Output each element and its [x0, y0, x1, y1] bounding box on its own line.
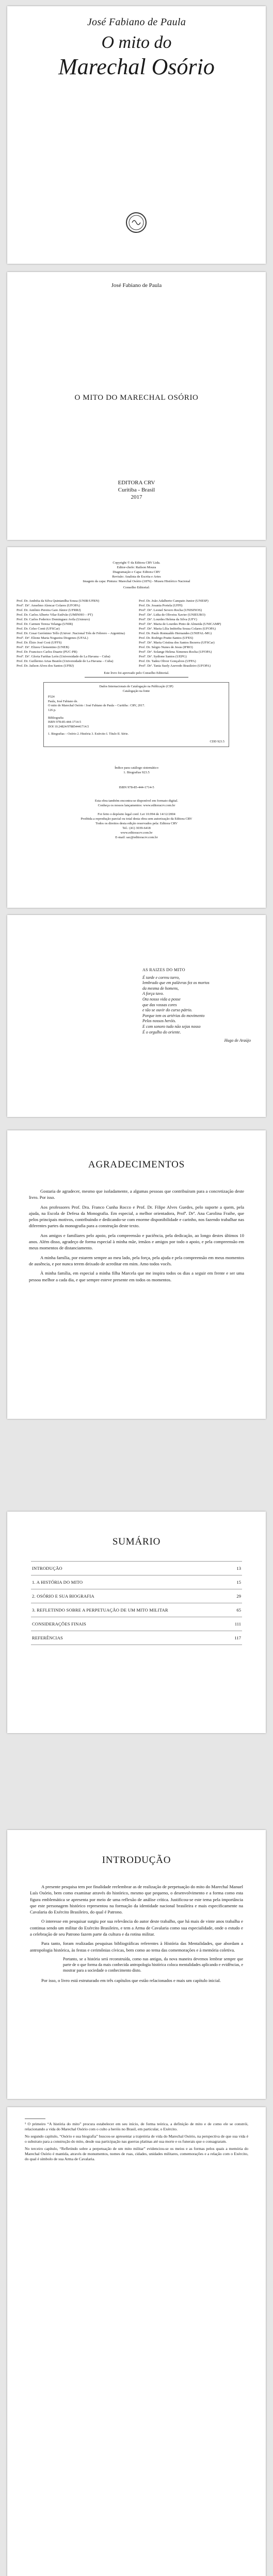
introduction-page	[7, 1830, 266, 2099]
council-member: Prof. Dr. Josania Portela (UFPI)	[139, 604, 183, 607]
toc-entry-page: 65	[236, 1607, 241, 1613]
footnote-paragraph: No segundo capítulo, “Osório e sua biografia” buscou-se apresentar a trajetória de vida do Marechal Osório, na perspectiva de que sua vida é o substrato para a construção do mito, desde sua participação nas guerras platinas até sua morte e os funerais que o consagraram.	[25, 2133, 248, 2144]
council-member: Prof. Dr. Paulo Romualdo Hernandes (UNIFAL-MG)	[139, 632, 212, 635]
legal-block	[7, 799, 266, 840]
legal-line: Foi feito o depósito legal conf. Lei 10.994 de 14/12/2004	[98, 812, 175, 816]
council-member: Prof. Dr. Carlos Alberto Vilar Estêvão (UMINHO – PT)	[17, 613, 93, 617]
paragraph: A minha família, por estarem sempre ao meu lado, pela força, pela ajuda e pela compreensão em meus momentos de ausência, e por nunca terem deixado de acreditar em mim. Amo todos vocês.	[29, 1255, 244, 1266]
toc-page	[7, 1512, 266, 1733]
poem-signature: Hugo de Araújo	[224, 1038, 251, 1043]
council-member: Prof. Dr. Carmen Tereza Velanga (UNIR)	[17, 622, 73, 626]
toc-entry[interactable]	[31, 1603, 242, 1617]
cip-title: Dados Internacionais de Catalogação na Publicação (CIP)	[99, 685, 173, 688]
toc-entry-page: 15	[236, 1580, 241, 1585]
paragraph: Gostaria de agradecer, mesmo que isoladamente, a algumas pessoas que contribuíram para a concretização deste livro. Por isso.	[29, 1189, 244, 1200]
footnote-paragraph: No terceiro capítulo, “Refletindo sobre a perpetuação de um mito militar” evidenciou-se os meios e as formas pelos quais a memória do Marechal Osório é mantida, através de monumentos, nomes de ruas, cidades, unidades militares, comemorações e a relação com o Exército, do qual é símbolo de sua Arma de Cavalaria.	[25, 2146, 248, 2162]
poem-line: que das vossas cores	[142, 1002, 177, 1007]
dedication-block	[142, 968, 251, 1044]
index-line: 1. Biografias 923.5	[123, 771, 150, 774]
poem-line: E com sonoro tudo não sejas nosso	[142, 1024, 201, 1029]
toc-entry-page: 29	[236, 1594, 241, 1599]
poem-line: da mesma de homens,	[142, 986, 179, 991]
poem-line: e tão se ouvir do curso pátrio.	[142, 1008, 192, 1013]
cip-line: 126 p.	[48, 708, 56, 712]
copyright-line: Revisão: Analista de Escrita e Artes	[112, 575, 161, 579]
toc-entry-label: INTRODUÇÃO	[32, 1566, 62, 1571]
council-member: Profª. Drª. Leonel Severo Rocha (UNISINOS)	[139, 608, 202, 612]
poem-line: Ota nosso vida a posse	[142, 996, 181, 1002]
council-column-left	[17, 599, 134, 668]
toc-entry-label: REFERÊNCIAS	[32, 1635, 63, 1640]
continuation-page	[7, 2107, 266, 2576]
paragraph: O interesse em pesquisar surgiu por sua relevância do autor deste trabalho, que há mais de vinte anos trabalha e continua sendo um militar do Exército Brasileiro, e tem a Arma de Cavalaria como sua especialidade, onde o estudo e a celebração de seu Patrono fazem parte da cultura e da rotina militar.	[30, 1919, 243, 1937]
legal-line: www.editoracrv.com.br	[120, 831, 153, 835]
cover-title-line1: O mito do	[101, 33, 172, 52]
block-quote: Portanto, se a história será reconstruída, como nas antigas, da nova maneira devemos lembrar sempre que parte de o que forma da mais conhecida antropologia histórica coloca mentalidades aplicando e evidências, e mostrar para a sociedade o conhecimento disto.	[63, 1956, 243, 1973]
toc-entry-label: CONSIDERAÇÕES FINAIS	[32, 1621, 86, 1626]
introduction-heading: INTRODUÇÃO	[102, 1855, 171, 1866]
legal-line: E-mail: sac@editoracrv.com.br	[115, 836, 158, 839]
half-title-author: José Fabiano de Paula	[111, 282, 162, 289]
toc-entry[interactable]	[31, 1589, 242, 1603]
copyright-line: Imagem da capa: Pintura: Marechal Osório (1876) - Museu Histórico Nacional	[83, 580, 190, 583]
cip-box	[43, 682, 229, 747]
paragraph: Aos professores Prof. Dra. Franco Cunha Rocco e Prof. Dr. Filipe Alves Guedes, pelo suporte a quem, pela ajuda, na Escola de Defesa da Monografia. Em especial, a melhor orientadora, Profª. Drª. Ana Carolina Fraihe, que pelos principais motivos, contribuindo e dedicando-se com enorme disponibilidade e carinho, nos fazendo trabalhar nas diferentes partes da monografia para a construção deste texto.	[29, 1204, 244, 1229]
footnote-block	[25, 2122, 248, 2164]
dedication-heading: AS RAIZES DO MITO	[142, 968, 185, 972]
council-member: Prof. Dr. João Adalberto Campato Junior (UNESP)	[139, 599, 208, 603]
council-member: Prof. Dr. Antônio Pereira Gaio Júnior (UFRRJ)	[17, 608, 81, 612]
council-member: Profª. Drª. Maria Lília Imbiriba Sousa Colares (UFOPA)	[139, 627, 216, 631]
toc-entry[interactable]	[31, 1561, 242, 1575]
cip-line: Paula, José Fabiano de.	[48, 699, 78, 703]
copyright-line: Editor-chefe: Railson Moura	[117, 566, 156, 569]
paragraph: À minha família, em especial a minha filha Marcela que me inspira todos os dias a seguir em frente e ser uma pessoa melhor a cada dia, e que sempre esteve presente em todos os momentos.	[29, 1270, 244, 1282]
acknowledgments-heading: AGRADECIMENTOS	[88, 1159, 185, 1170]
toc-entry-page: 13	[236, 1566, 241, 1571]
publisher-name: EDITORA CRV	[118, 480, 155, 486]
copyright-line: Copyright © da Editora CRV Ltda.	[113, 561, 160, 565]
council-member: Profª. Drª. Tania Suely Azevedo Brasileiro (UFOPA)	[139, 664, 211, 668]
council-member: Prof. Dr. Carlos Federico Dominguez Avila (Unieuro)	[17, 618, 90, 621]
publisher-seal-icon	[125, 211, 148, 234]
poem-line: É tarde e correu tarro,	[142, 975, 180, 980]
paragraph: Aos amigos e familiares pelo apoio, pela compreensão e paciência, pela dedicação, ao longo destes últimos 10 anos. Além disso, agradeço de forma especial à minha mãe, irmãos e amigos por todo o apoio, e pela compreensão em meus momentos de distanciamento.	[29, 1232, 244, 1251]
council-member: Prof. Dr. Sérgio Nunes de Jesus (IFRO)	[139, 646, 193, 649]
review-note: Este livro foi aprovado pelo Conselho Editorial.	[104, 671, 169, 675]
poem-line: lembrado que em palávras fez os mortos	[142, 980, 210, 986]
cover-title-line2: Marechal Osório	[58, 54, 215, 79]
copyright-page	[7, 547, 266, 908]
toc-entry[interactable]	[31, 1631, 242, 1645]
council-member: Prof. Dr. Rodrigo Pratte-Santos (UFES)	[139, 636, 194, 640]
legal-line: Conheça os nossos lançamentos: www.editoracrv.com.br	[98, 804, 175, 807]
council-member: Profª. Drª. Maria Cristina dos Santos Bezerra (UFSCar)	[139, 641, 215, 645]
paragraph: Para tanto, foram realizadas pesquisas bibliográficas referentes à História das Mentalidades, que abordam a antropologia histórica, às festas e cerimônias cívicas, bem como ao tema das comemorações e à memória coletiva.	[30, 1941, 243, 1953]
toc-heading: SUMÁRIO	[112, 1536, 161, 1547]
toc-list	[31, 1561, 242, 1645]
copyright-header	[7, 561, 266, 590]
paragraph: A presente pesquisa tem por finalidade reelembrar as de realização de perpetuação do mito do Marechal Manuel Luís Osório, bem como examinar através do histórico, mesmo que pequeno, o desenvolvimento e a forma como esta figura emblemática se apresenta por meio de uma reflexão de análise crítica. Justificou-se este tema pela importância que este personagem histórico representou na formação da identidade nacional brasileira e mais especificamente na Cavalaria do Exército Brasileiro, do qual é Patrono.	[30, 1884, 243, 1915]
footnote-paragraph: ¹ O primeiro “A história do mito” procura estabelecer em seu início, de forma teórica, a definição de mito e de como ele se constrói, relacionando a vida do Marechal Osório com o culto a heróis no Brasil, em particular, o Exército.	[25, 2122, 248, 2132]
acknowledgments-body	[29, 1188, 244, 1286]
council-member: Prof. Dr. Francisco Carlos Duarte (PUC-PR)	[17, 650, 77, 654]
publisher-year: 2017	[131, 494, 142, 500]
council-member: Prof. Dr. Cesar Gerónimo Tello (Univer .Nacional Três de Febrero – Argentina)	[17, 632, 125, 635]
legal-line: Tel.: (41) 3039-6418	[122, 826, 151, 830]
cip-line: CDD 923.5	[210, 739, 224, 743]
toc-entry[interactable]	[31, 1617, 242, 1631]
isbn-line: ISBN 978-85-444-1714-5	[119, 786, 154, 789]
index-block	[7, 766, 266, 775]
cip-line: ISBN 978-85-444-1714-5	[48, 720, 82, 724]
copyright-line: Diagramação e Capa: Editora CRV	[113, 570, 160, 574]
toc-entry-label: 3. REFLETINDO SOBRE A PERPETUAÇÃO DE UM MITO MILITAR	[32, 1607, 168, 1613]
toc-entry-page: 117	[234, 1635, 241, 1640]
publisher-city: Curitiba - Brasil	[118, 487, 155, 493]
paragraph: Por isso, o livro está estruturado em três capítulos que estão relacionados e mais um capítulo inicial.	[41, 1977, 221, 1983]
poem-line: É o orgulho do oriente.	[142, 1029, 181, 1035]
publisher-block	[7, 479, 266, 501]
half-title-title: O MITO DO MARECHAL OSÓRIO	[74, 394, 199, 402]
index-title: Índice para catálogo sistemático	[115, 766, 158, 770]
cip-line: Bibliografia	[48, 716, 63, 720]
editorial-council	[17, 599, 256, 668]
poem-line: Porque tem os artérias do movimento	[142, 1013, 205, 1018]
council-member: Prof. Dr. Guillermo Arias Beatón (Universidade de La Havana – Cuba)	[17, 659, 114, 663]
cover-author: José Fabiano de Paula	[87, 16, 186, 28]
poem-line: Pelos nossos heróis.	[142, 1019, 176, 1024]
half-title-page	[7, 272, 266, 540]
introduction-body	[30, 1884, 243, 1987]
legal-line: Todos os direitos desta edição reservados pela: Editora CRV	[95, 822, 178, 825]
cip-line: P324	[48, 695, 55, 699]
council-member: Profª. Drª. Gloria Fariñas León (Universidade de La Havana – Cuba)	[17, 655, 110, 658]
council-member: Prof. Dr. Élsio José Corá (UFFS)	[17, 641, 62, 645]
legal-line: Proibida a reprodução parcial ou total desta obra sem autorização da Editora CRV	[81, 817, 192, 821]
toc-entry-label: 2. OSÓRIO E SUA BIOGRAFIA	[32, 1594, 94, 1599]
acknowledgments-page	[7, 1130, 266, 1419]
council-member: Profª. Drª. Lidia de Oliveira Xavier (UNIEURO)	[139, 613, 205, 617]
poem-line: A força tavo.	[142, 991, 164, 996]
cip-line: O mito do Marechal Osório / José Fabiano de Paula – Curitiba : CRV, 2017.	[48, 704, 145, 708]
council-member: Prof. Dr. Andréia da Silva Quintanilha Sousa (UNIR/UFRN)	[17, 599, 100, 603]
cover-page	[7, 6, 266, 264]
legal-line: Esta obra também encontra-se disponível em formato digital.	[94, 799, 179, 803]
council-member: Prof. Dr. Jailson Alves dos Santos (UFRJ)	[17, 664, 74, 668]
toc-entry-page: 111	[234, 1621, 241, 1626]
council-member: Profª. Drª. Solange Helena Ximenes-Rocha (UFOPA)	[139, 650, 212, 654]
cip-line: DOI 10.24824/978854441714.5	[48, 724, 89, 728]
council-member: Profª. Drª. Sydione Santos (UEPG)	[139, 655, 187, 658]
council-member: Profª. Drª. Elizeu Clementino (UNEB)	[17, 646, 69, 649]
council-member: Prof. Dr. Celso Conti (UFSCar)	[17, 627, 60, 631]
council-member: Profª. Drª. Anselmo Alencar Colares (UFOPA)	[17, 604, 80, 607]
cip-subtitle: Catalogação na fonte	[122, 689, 150, 693]
cip-line: 1. Biografias – Osório 2. História 3. Exército I. Título II. Série.	[48, 732, 129, 736]
council-member: Prof. Dr. Tadeu Oliver Gonçalves (UFPA)	[139, 659, 196, 663]
council-column-right	[139, 599, 256, 668]
dedication-page	[7, 915, 266, 1117]
toc-entry[interactable]	[31, 1575, 242, 1589]
council-member: Profª. Drª. Maria de Lourdes Pinto de Almeida (UNICAMP)	[139, 622, 221, 626]
toc-entry-label: 1. A HISTÓRIA DO MITO	[32, 1580, 83, 1585]
council-member: Profª. Drª. Lourdes Helena da Silva (UFV)	[139, 618, 197, 621]
council-title: Conselho Editorial:	[123, 586, 150, 589]
council-member: Profª. Drª. Elione Maria Nogueira Diogenes (UFAL)	[17, 636, 88, 640]
